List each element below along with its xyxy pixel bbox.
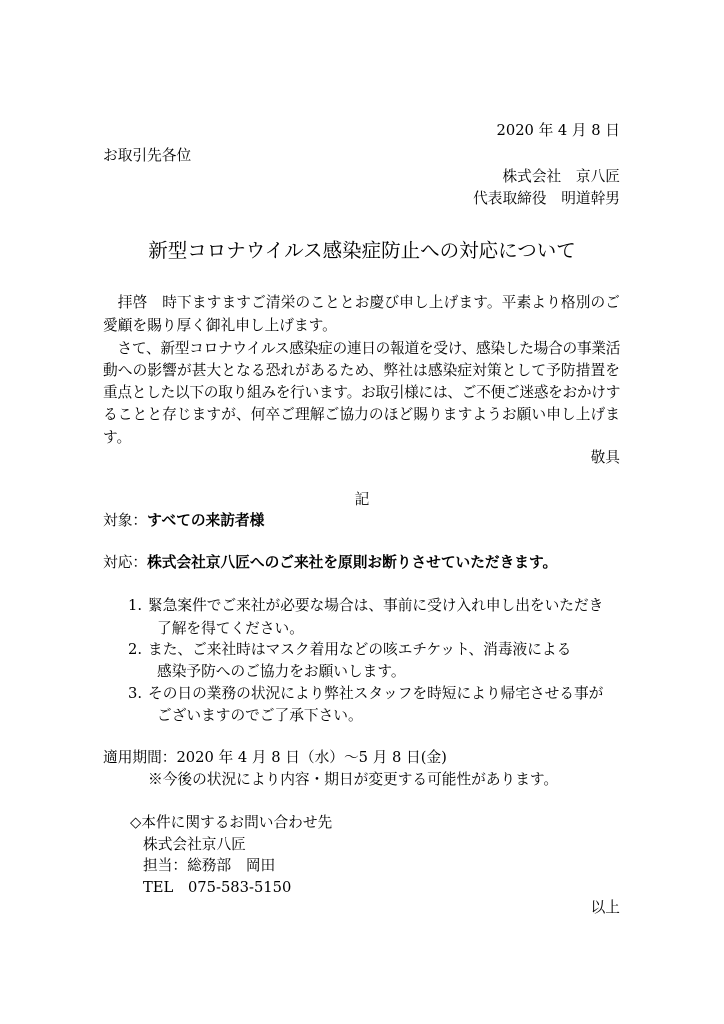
response-row <box>103 552 557 574</box>
contact-tel: TEL 075-583-5150 <box>143 879 292 896</box>
document-date: 2020 年 4 月 8 日 <box>496 122 620 139</box>
document-title: 新型コロナウイルス感染症防止への対応について <box>148 239 576 262</box>
greeting-line: 愛顧を賜り厚く御礼申し上げます。 <box>103 317 337 334</box>
contact-heading: ◇本件に関するお問い合わせ先 <box>130 814 333 831</box>
closing-keigu: 敬具 <box>590 449 620 466</box>
measure-line: ございますのでご了承下さい。 <box>157 707 363 724</box>
measure-line: また、ご来社時はマスク着用などの咳エチケット、消毒液による <box>148 641 572 658</box>
recipient: お取引先各位 <box>103 147 192 164</box>
greeting-line: さて、新型コロナウイルス感染症の連日の報道を受け、感染した場合の事業活 <box>103 340 620 357</box>
ki-marker: 記 <box>354 491 370 508</box>
greeting-line: す。 <box>103 429 132 446</box>
greeting-line: 重点とした以下の取り組みを行います。お取引様には、ご不便ご迷惑をおかけす <box>103 384 620 401</box>
sender-company: 株式会社 京八匠 <box>502 168 620 185</box>
period-note: ※今後の状況により内容・期日が変更する可能性があります。 <box>148 771 559 788</box>
measure-line: その日の業務の状況により弊社スタッフを時短により帰宅させる事が <box>148 685 604 702</box>
measure-line: 感染予防へのご協力をお願いします。 <box>157 663 406 680</box>
target-value: すべての来訪者様 <box>147 512 265 529</box>
target-row <box>103 510 264 532</box>
measure-line: 緊急案件でご来社が必要な場合は、事前に受け入れ申し出をいただき <box>148 597 604 614</box>
measure-number: 2. <box>128 641 143 658</box>
measure-number: 1. <box>128 597 143 614</box>
response-value: 株式会社京八匠へのご来社を原則お断りさせていただきます。 <box>147 554 558 571</box>
measure-number: 3. <box>128 685 143 702</box>
target-label: 対象： <box>103 512 148 529</box>
period-value: 2020 年 4 月 8 日（水）～5 月 8 日(金) <box>176 749 447 766</box>
sender-representative: 代表取締役 明道幹男 <box>473 190 620 207</box>
greeting-line: 動への影響が甚大となる恐れがあるため、弊社は感染症対策として予防措置を <box>103 362 620 379</box>
measure-line: 了解を得てください。 <box>157 620 304 637</box>
closing-ijou: 以上 <box>590 899 620 916</box>
response-label: 対応： <box>103 554 148 571</box>
period-row <box>103 747 447 769</box>
greeting-line: ることと存じますが、何卒ご理解ご協力のほど賜りますようお願い申し上げま <box>103 406 620 423</box>
period-label: 適用期間： <box>103 749 177 766</box>
contact-person: 担当：総務部 岡田 <box>143 857 276 874</box>
greeting-line: 拝啓 時下ますますご清栄のこととお慶び申し上げます。平素より格別のご <box>103 294 620 311</box>
contact-company: 株式会社京八匠 <box>143 836 246 853</box>
